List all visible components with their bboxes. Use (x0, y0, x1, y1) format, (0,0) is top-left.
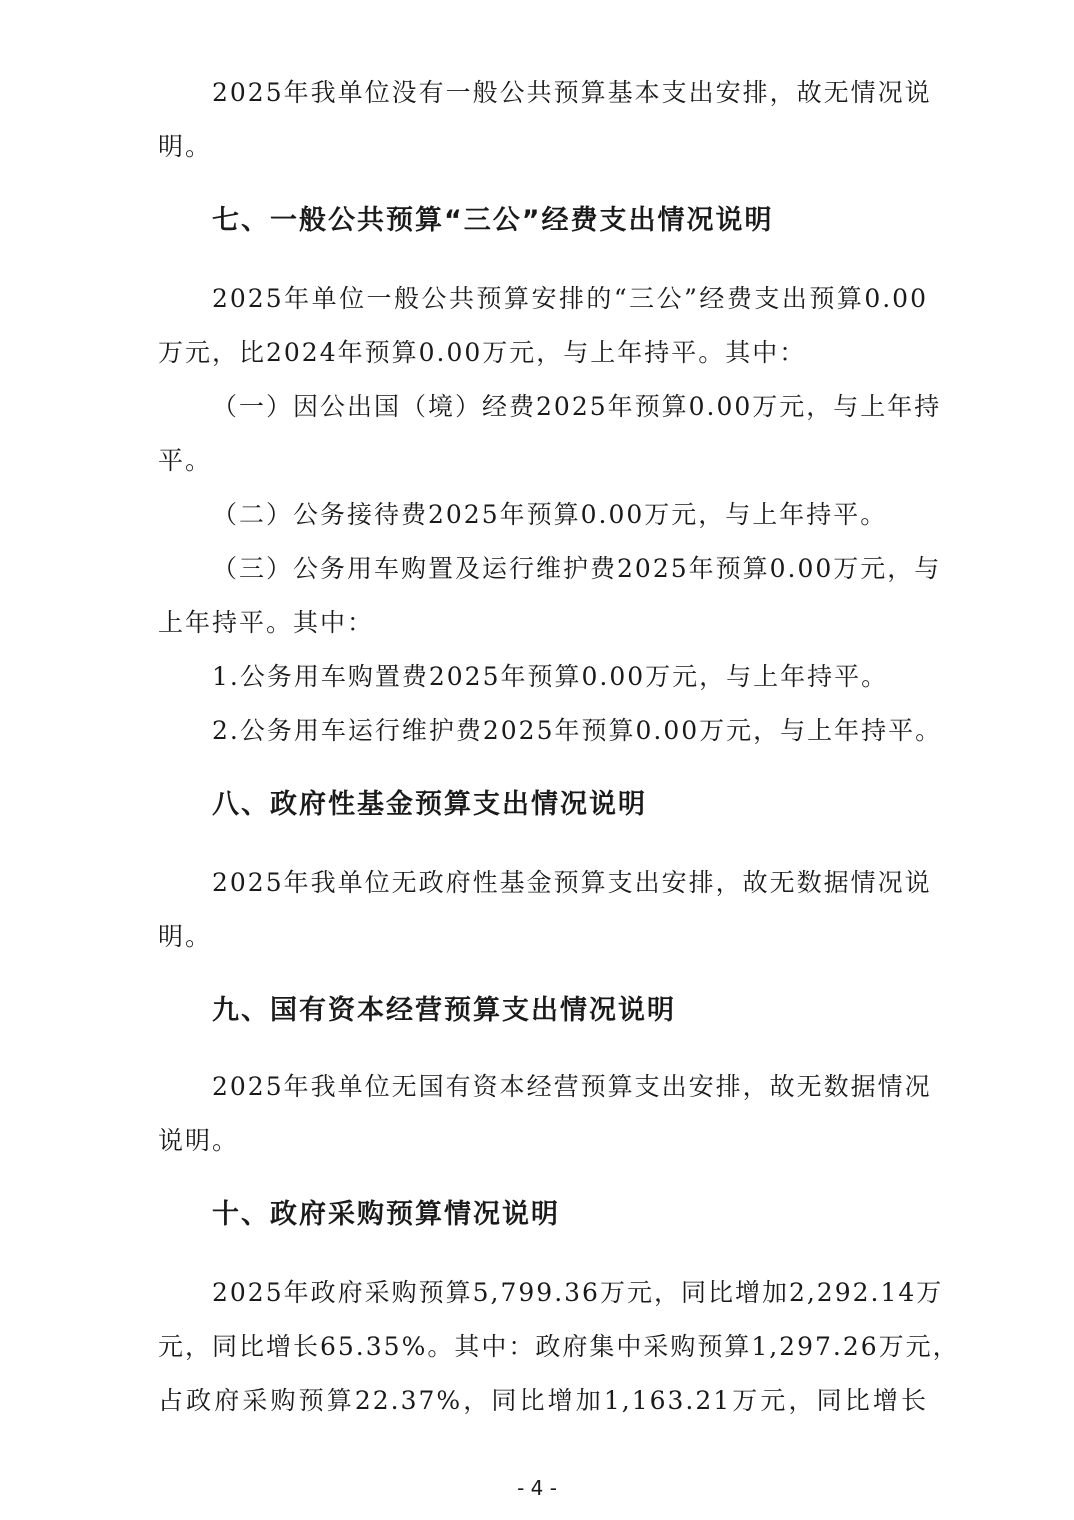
paragraph-line: 明。 (158, 132, 213, 161)
sub-list-item: 1.公务用车购置费2025年预算0.00万元，与上年持平。 (212, 662, 889, 691)
section-heading-9: 九、国有资本经营预算支出情况说明 (212, 995, 676, 1026)
paragraph-line: 2025年我单位无国有资本经营预算支出安排，故无数据情况 (212, 1072, 932, 1101)
list-item: （三）公务用车购置及运行维护费2025年预算0.00万元，与 (212, 554, 942, 583)
paragraph-line: 占政府采购预算22.37%，同比增加1,163.21万元，同比增长 (158, 1386, 928, 1415)
paragraph-line: 2025年政府采购预算5,799.36万元，同比增加2,292.14万 (212, 1278, 944, 1307)
list-item: （二）公务接待费2025年预算0.00万元，与上年持平。 (212, 500, 888, 529)
list-item-continuation: 上年持平。其中： (158, 608, 375, 637)
paragraph-line: 说明。 (158, 1126, 240, 1155)
paragraph-line: 元，同比增长65.35%。其中：政府集中采购预算1,297.26万元， (158, 1332, 960, 1361)
paragraph-line: 明。 (158, 922, 213, 951)
paragraph-line: 2025年我单位无政府性基金预算支出安排，故无数据情况说 (212, 868, 932, 897)
list-item-continuation: 平。 (158, 446, 213, 475)
section-heading-10: 十、政府采购预算情况说明 (212, 1199, 560, 1230)
paragraph-line: 2025年单位一般公共预算安排的“三公”经费支出预算0.00 (212, 284, 928, 313)
section-heading-7: 七、一般公共预算“三公”经费支出情况说明 (212, 205, 774, 236)
paragraph-line: 万元，比2024年预算0.00万元，与上年持平。其中： (158, 338, 807, 367)
page-number: - 4 - (517, 1476, 557, 1500)
list-item: （一）因公出国（境）经费2025年预算0.00万元，与上年持 (212, 392, 942, 421)
section-heading-8: 八、政府性基金预算支出情况说明 (212, 789, 647, 820)
sub-list-item: 2.公务用车运行维护费2025年预算0.00万元，与上年持平。 (212, 716, 943, 745)
paragraph-line: 2025年我单位没有一般公共预算基本支出安排，故无情况说 (212, 78, 932, 107)
